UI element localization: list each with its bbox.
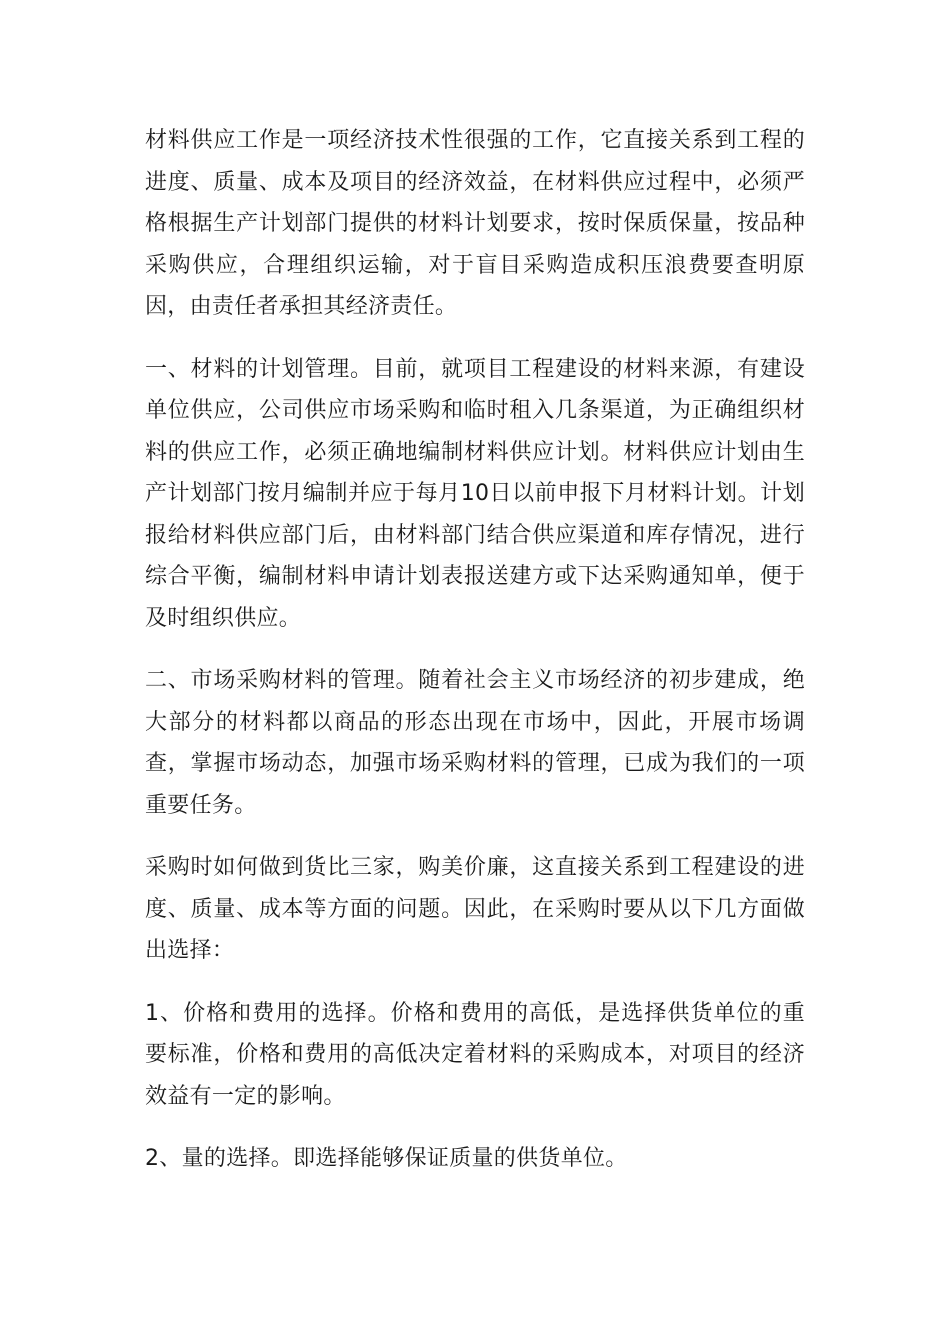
paragraph-quality-selection: 2、量的选择。即选择能够保证质量的供货单位。 <box>145 1146 628 1171</box>
paragraph-price-selection: 1、价格和费用的选择。价格和费用的高低，是选择供货单位的重要标准，价格和费用的高低决定着材料的采购成本，对项目的经济效益有一定的影响。 <box>145 1000 805 1109</box>
paragraph-purchase-selection: 采购时如何做到货比三家，购美价廉，这直接关系到工程建设的进度、质量、成本等方面的问题。因此，在采购时要从以下几方面做出选择： <box>145 855 805 963</box>
paragraph-plan-management: 一、材料的计划管理。目前，就项目工程建设的材料来源，有建设单位供应，公司供应市场采购和临时租入几条渠道，为正确组织材料的供应工作，必须正确地编制材料供应计划。材料供应计划由生产计划部门按月编制并应于每月10日以前申报下月材料计划。计划报给材料供应部门后，由材料部门结合供应渠道和库存情况，进行综合平衡，编制材料申请计划表报送建方或下达采购通知单，便于及时组织供应。 <box>145 356 805 631</box>
paragraph-intro: 材料供应工作是一项经济技术性很强的工作，它直接关系到工程的进度、质量、成本及项目的经济效益，在材料供应过程中，必须严格根据生产计划部门提供的材料计划要求，按时保质保量，按品种采购供应，合理组织运输，对于盲目采购造成积压浪费要查明原因，由责任者承担其经济责任。 <box>145 128 805 319</box>
paragraph-market-purchase: 二、市场采购材料的管理。随着社会主义市场经济的初步建成，绝大部分的材料都以商品的形态出现在市场中，因此，开展市场调查，掌握市场动态，加强市场采购材料的管理，已成为我们的一项重要任务。 <box>145 668 805 818</box>
document-body <box>145 120 805 1201</box>
